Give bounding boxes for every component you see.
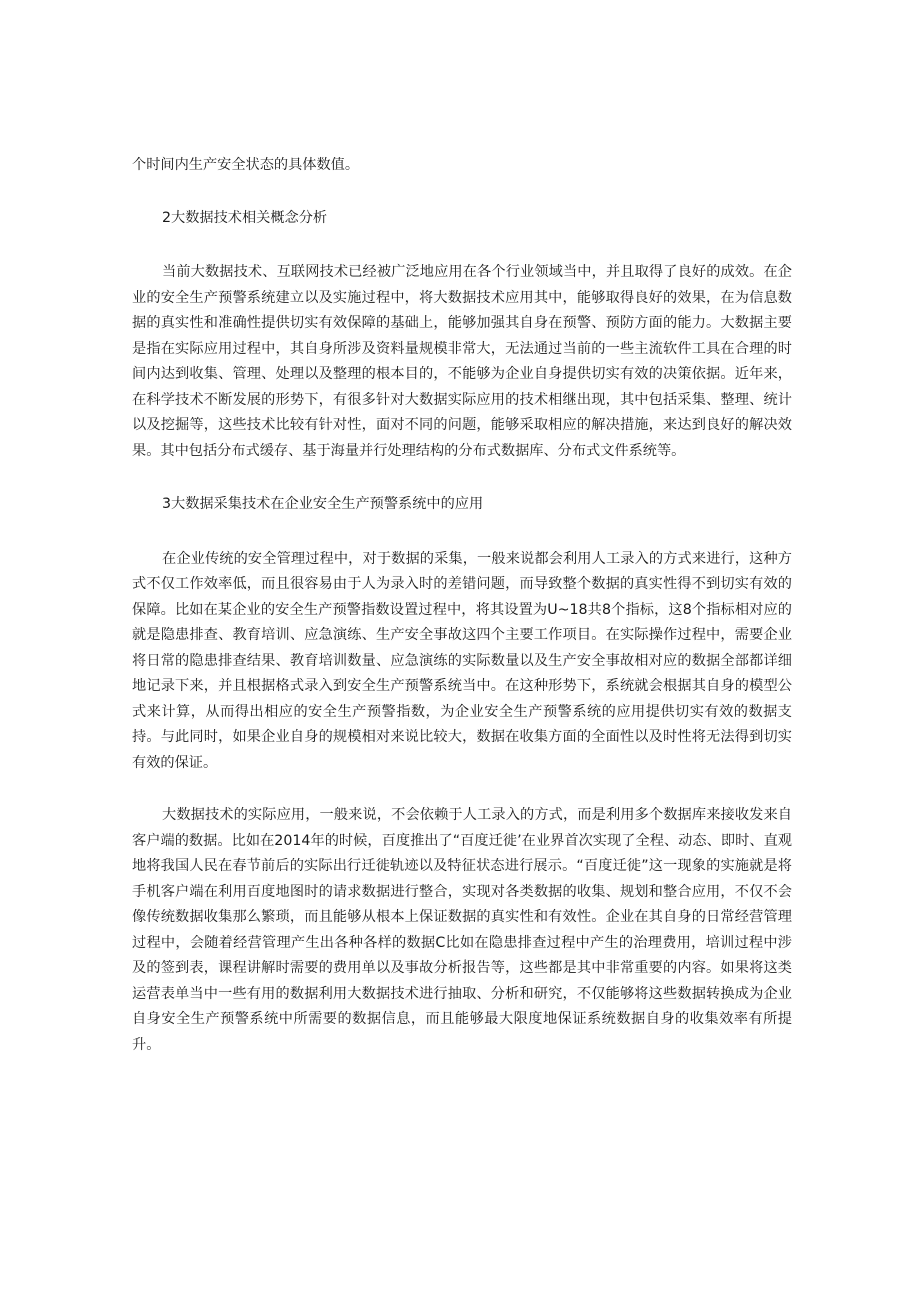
section-2-heading: 2大数据技术相关概念分析 — [162, 209, 328, 226]
section-3-paragraph-1: 在企业传统的安全管理过程中，对于数据的采集，一般来说都会利用人工录入的方式来进行，这种方式不仅工作效率低，而且很容易由于人为录入时的差错问题，而导致整个数据的真实性得不到切实有效的保障。比如在某企业的安全生产预警指数设置过程中，将其设置为U~18共8个指标，这8个指标相对应的就是隐患排查、教育培训、应急演练、生产安全事故这四个主要工作项目。在实际操作过程中，需要企业将日常的隐患排查结果、教育培训数量、应急演练的实际数量以及生产安全事故相对应的数据全部都详细地记录下来，并且根据格式录入到安全生产预警系统当中。在这种形势下，系统就会根据其自身的模型公式来计算，从而得出相应的安全生产预警指数，为企业安全生产预警系统的应用提供切实有效的数据支持。与此同时，如果企业自身的规模相对来说比较大，数据在收集方面的全面性以及时性将无法得到切实有效的保证。 — [132, 550, 792, 771]
spacer — [132, 776, 792, 803]
spacer — [132, 231, 792, 260]
section-3-paragraph-2: 大数据技术的实际应用，一般来说，不会依赖于人工录入的方式，而是利用多个数据库来接收发来自客户端的数据。比如在2014年的时候，百度推出了“百度迁徙’在业界首次实现了全程、动态、即时、直观地将我国人民在春节前后的实际出行迁徙轨迹以及特征状态进行展示。“百度迁徙”这一现象的实施就是将手机客户端在利用百度地图时的请求数据进行整合，实现对各类数据的收集、规划和整合应用，不仅不会像传统数据收集那么繁琐，而且能够从根本上保证数据的真实性和有效性。企业在其自身的日常经营管理过程中，会随着经营管理产生出各种各样的数据C比如在隐患排查过程中产生的治理费用，培训过程中涉及的签到表，课程讲解时需要的费用单以及事故分析报告等，这些都是其中非常重要的内容。如果将这类运营表单当中一些有用的数据利用大数据技术进行抽取、分析和研究，不仅能够将这些数据转换成为企业自身安全生产预警系统中所需要的数据信息，而且能够最大限度地保证系统数据自身的收集效率有所提升。 — [132, 807, 792, 1053]
continued-paragraph-fragment: 个时间内生产安全状态的具体数值。 — [132, 157, 360, 173]
section-3-heading: 3大数据采集技术在企业安全生产预警系统中的应用 — [162, 496, 484, 512]
spacer — [132, 179, 792, 206]
document-body — [132, 153, 792, 1058]
spacer — [132, 464, 792, 492]
section-2-paragraph-1: 当前大数据技术、互联网技术已经被广泛地应用在各个行业领域当中，并且取得了良好的成效。在企业的安全生产预警系统建立以及实施过程中，将大数据技术应用其中，能够取得良好的效果，在为信息数据的真实性和准确性提供切实有效保障的基础上，能够加强其自身在预警、预防方面的能力。大数据主要是指在实际应用过程中，其自身所涉及资料量规模非常大，无法通过当前的一些主流软件工具在合理的时间内达到收集、管理、处理以及整理的根本目的，不能够为企业自身提供切实有效的决策依据。近年来，在科学技术不断发展的形势下，有很多针对大数据实际应用的技术相继出现，其中包括采集、整理、统计以及挖掘等，这些技术比较有针对性，面对不同的问题，能够采取相应的解决措施，来达到良好的解决效果。其中包括分布式缓存、基于海量并行处理结构的分布式数据库、分布式文件系统等。 — [132, 264, 792, 459]
spacer — [132, 518, 792, 547]
